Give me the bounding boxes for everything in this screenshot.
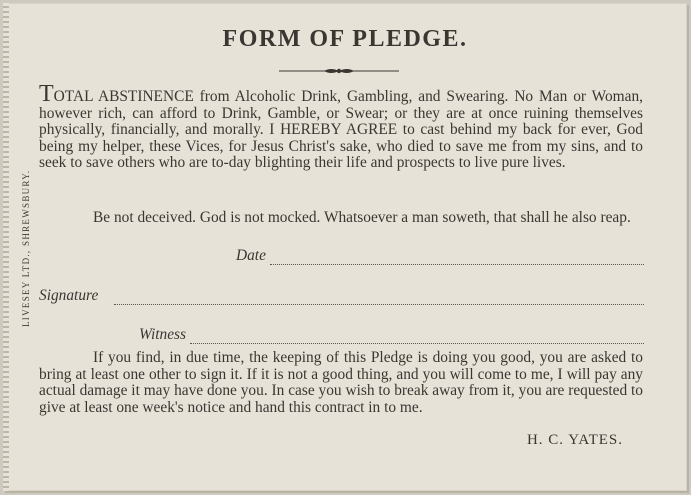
signature-field[interactable] [114,293,644,305]
date-line[interactable] [236,247,644,265]
drop-cap: T [39,81,54,107]
page-title: FORM OF PLEDGE. [222,26,468,52]
witness-label: Witness [139,326,187,343]
date-field[interactable] [270,253,644,265]
witness-field[interactable] [190,332,644,344]
date-label: Date [236,247,266,264]
printer-imprint: LIVESEY LTD., SHREWSBURY. [21,169,31,327]
signatory-name: H. C. YATES. [526,432,623,448]
perforated-edge [3,3,9,491]
ornament-divider [279,66,399,76]
closing-paragraph: If you find, in due time, the keeping of this Pledge is doing you good, you are asked to bring at least one other to sign it. If it is not a good thing, and you will come to me, I will pay any actual damage it may have done you. In case you wish to break away from it, you are requested to give at least one week's notice and hand this contract in to me. [39,349,643,416]
pledge-card [3,3,687,491]
pledge-paragraph [39,81,643,172]
exhortation-text: Be not deceived. God is not mocked. Whatsoever a man soweth, that shall he also reap. [93,209,631,226]
signature-line[interactable] [39,287,644,305]
signature-label: Signature [39,287,99,304]
witness-line[interactable] [139,326,644,344]
pledge-text: OTAL ABSTINENCE from Alcoholic Drink, Gambling, and Swearing. No Man or Woman, however rich, can afford to Drink, Gamble, or Swear; or they are at once ruining themselves physically, financially, and morally. I HEREBY AGREE to cast behind my back for ever, God being my helper, these Vices, for Jesus Christ's sake, who died to save me from my sins, and to seek to save others who are to-day blighting their life and prospects to live pure lives. [39,88,643,172]
